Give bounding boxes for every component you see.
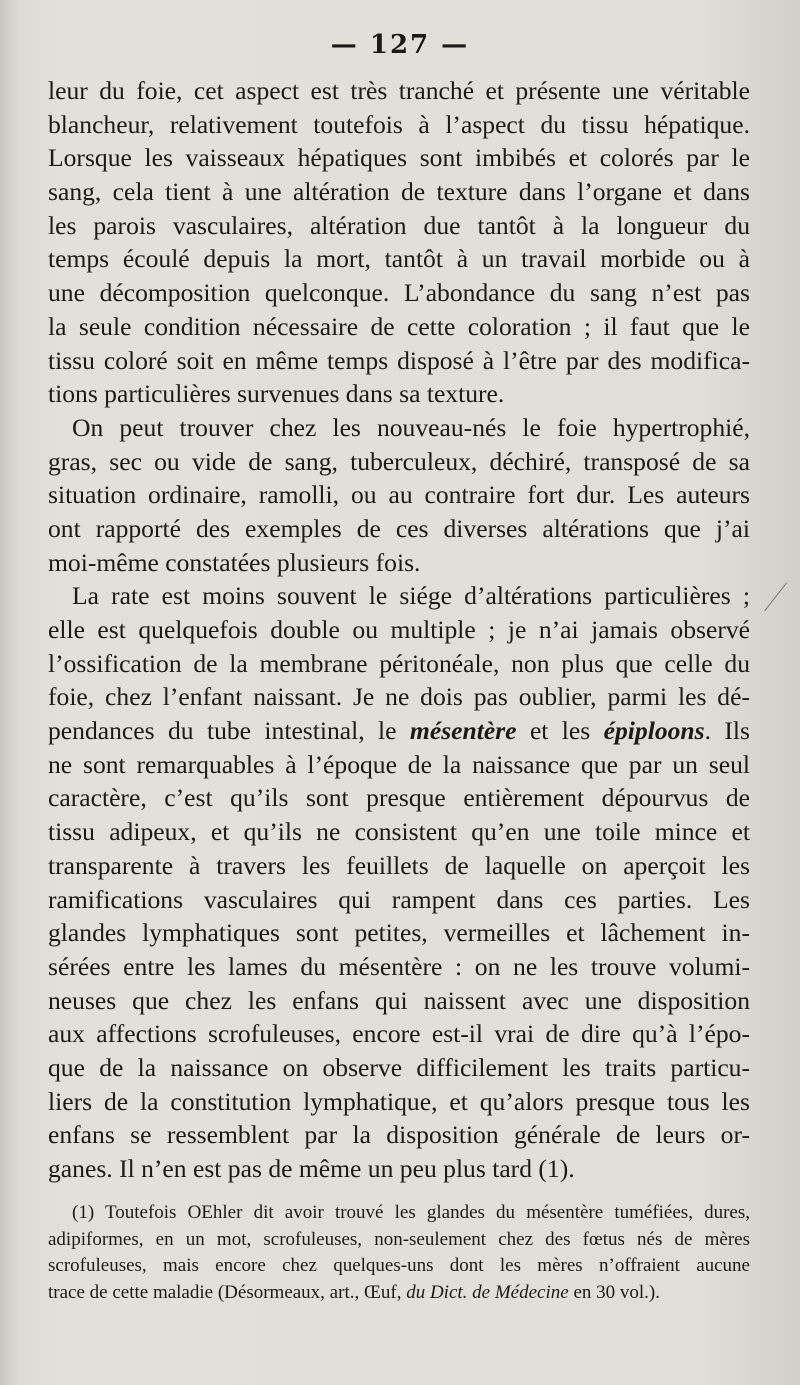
body-text-italic-term: mésentère [409, 716, 517, 746]
body-text-line: l’ossification de la membrane péritonéale, non plus que celle du [48, 648, 750, 678]
body-text-line: tions particulières survenues dans sa texture. [48, 379, 505, 409]
body-text-line: liers de la constitution lymphatique, et qu’alors presque tous les [48, 1086, 750, 1116]
body-text-line: foie, chez l’enfant naissant. Je ne dois pas oublier, parmi les dé- [48, 682, 750, 712]
body-text-line: ramifications vasculaires qui rampent dans ces parties. Les [48, 884, 750, 914]
body-text-line: sang, cela tient à une altération de texture dans l’organe et dans [48, 177, 750, 207]
footnote [48, 1200, 750, 1306]
body-text-line: glandes lymphatiques sont petites, vermeilles et lâchement in- [48, 918, 750, 948]
body-text-line: Lorsque les vaisseaux hépatiques sont imbibés et colorés par le [48, 143, 750, 173]
body-text-line: les parois vasculaires, altération due tantôt à la longueur du [48, 210, 750, 240]
body-text-line: On peut trouver chez les nouveau-nés le foie hypertrophié, [72, 412, 750, 442]
footnote-line: (1) Toutefois OEhler dit avoir trouvé les glandes du mésentère tuméfiées, dures, [72, 1202, 750, 1223]
body-text-line: blancheur, relativement toutefois à l’aspect du tissu hépatique. [48, 109, 750, 139]
body-text-line: ont rapporté des exemples de ces diverses altérations que j’ai [48, 513, 750, 543]
body-text-line: aux affections scrofuleuses, encore est-il vrai de dire qu’à l’épo- [48, 1019, 750, 1049]
body-text-line: enfans se ressemblent par la disposition générale de leurs or- [48, 1120, 750, 1150]
body-text-line: moi-même constatées plusieurs fois. [48, 547, 421, 577]
body-text-line: la seule condition nécessaire de cette coloration ; il faut que le [48, 311, 750, 341]
margin-pencil-mark [764, 582, 800, 623]
body-text-line: une décomposition quelconque. L’abondance du sang n’est pas [48, 278, 750, 308]
body-text-line: neuses que chez les enfans qui naissent avec une disposition [48, 985, 750, 1015]
body-text-line: gras, sec ou vide de sang, tuberculeux, déchiré, transposé de sa [48, 446, 750, 476]
footnote-line: adipiformes, en un mot, scrofuleuses, non-seulement chez des fœtus nés de mères [48, 1228, 750, 1250]
body-text-line: tissu coloré soit en même temps disposé à l’être par des modifica- [48, 345, 750, 375]
body-text-line: leur du foie, cet aspect est très tranché et présente une véritable [48, 76, 750, 105]
page-number: — 127 — [330, 30, 470, 60]
body-text-line: elle est quelquefois double ou multiple ; je n’ai jamais observé [48, 615, 750, 644]
body-text-line: transparente à travers les feuillets de laquelle on aperçoit les [48, 850, 750, 880]
body-text-italic-term: épiploons [603, 716, 705, 746]
body-text-line: tissu adipeux, et qu’ils ne consistent qu’en une toile mince et [48, 817, 750, 847]
footnote-line: trace de cette maladie (Désormeaux, art., Œuf, du Dict. de Médecine en 30 vol.). [48, 1281, 660, 1303]
body-text [48, 74, 750, 1186]
body-text-line: La rate est moins souvent le siége d’altérations particulières ; [72, 581, 750, 611]
body-text-line: sérées entre les lames du mésentère : on ne les trouve volumi- [48, 951, 750, 981]
body-text-line: pendances du tube intestinal, le mésentère et les épiploons. Ils [48, 716, 750, 746]
body-text-line: que de la naissance on observe difficilement les traits particu- [48, 1052, 750, 1082]
footnote-line: scrofuleuses, mais encore chez quelques-uns dont les mères n’offraient aucune [48, 1255, 750, 1276]
body-text-line: ganes. Il n’en est pas de même un peu plus tard (1). [48, 1154, 575, 1183]
body-text-line: situation ordinaire, ramolli, ou au contraire fort dur. Les auteurs [48, 480, 750, 510]
body-text-line: ne sont remarquables à l’époque de la naissance que par un seul [48, 749, 750, 779]
body-text-line: caractère, c’est qu’ils sont presque entièrement dépourvus de [48, 783, 750, 813]
body-text-line: temps écoulé depuis la mort, tantôt à un travail morbide ou à [48, 244, 750, 274]
footnote-italic-term: du Dict. de Médecine [406, 1281, 569, 1303]
